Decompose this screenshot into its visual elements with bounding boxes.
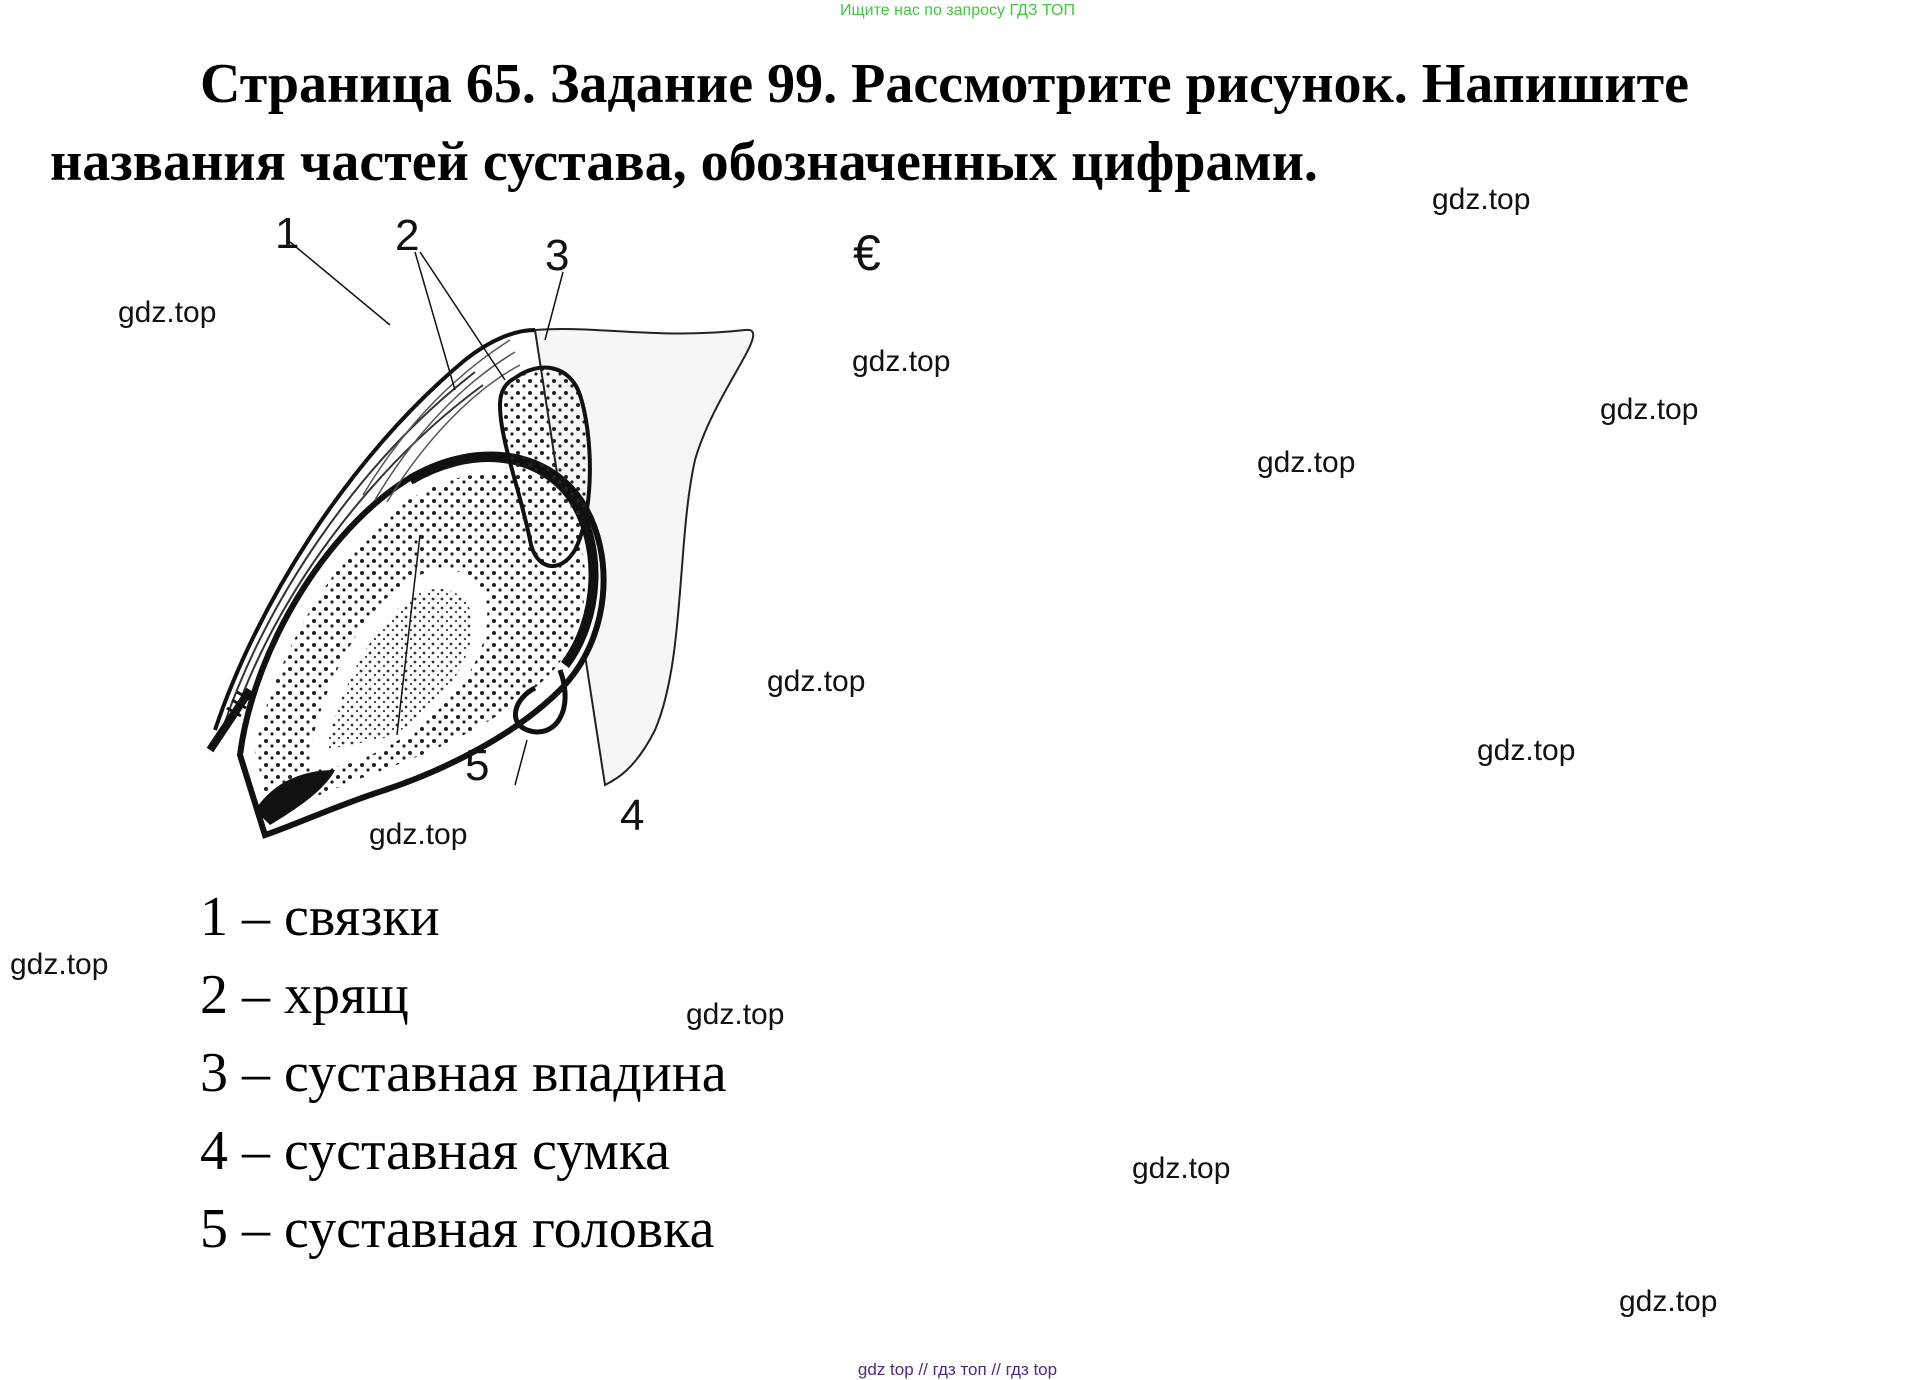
watermark: gdz.top: [852, 345, 951, 378]
label-1: 1: [275, 209, 300, 258]
label-3: 3: [545, 231, 570, 280]
watermark: gdz.top: [10, 948, 109, 981]
answer-list: [200, 878, 727, 1268]
answer-item: 3 – суставная впадина: [200, 1042, 727, 1104]
watermark: gdz.top: [1132, 1152, 1231, 1185]
label-4: 4: [620, 791, 645, 840]
label-2: 2: [395, 211, 420, 260]
joint-illustration: [215, 209, 881, 840]
watermark: gdz.top: [1432, 183, 1531, 216]
answer-item: 4 – суставная сумка: [200, 1120, 671, 1182]
top-banner[interactable]: Ищите нас по запросу ГДЗ ТОП: [840, 2, 1075, 19]
watermark: gdz.top: [369, 818, 468, 851]
watermark: gdz.top: [767, 665, 866, 698]
answer-item: 1 – связки: [200, 886, 440, 948]
watermark: gdz.top: [1257, 446, 1356, 479]
watermark: gdz.top: [118, 296, 217, 329]
watermark: gdz.top: [1619, 1285, 1718, 1318]
page-title: [50, 45, 1845, 201]
watermark: gdz.top: [686, 998, 785, 1031]
title-line-2: названия частей сустава, обозначенных цифрами.: [50, 131, 1318, 193]
answer-item: 2 – хрящ: [200, 964, 409, 1026]
label-5: 5: [465, 741, 490, 790]
bottom-links[interactable]: gdz top // гдз топ // гдз top: [857, 1360, 1058, 1379]
answer-item: 5 – суставная головка: [200, 1198, 715, 1260]
corner-glyph: €: [853, 225, 881, 281]
watermark: gdz.top: [1600, 393, 1699, 426]
watermark: gdz.top: [1477, 734, 1576, 767]
joint-diagram: [215, 209, 881, 840]
title-line-1: Страница 65. Задание 99. Рассмотрите рисунок. Напишите: [200, 53, 1689, 115]
